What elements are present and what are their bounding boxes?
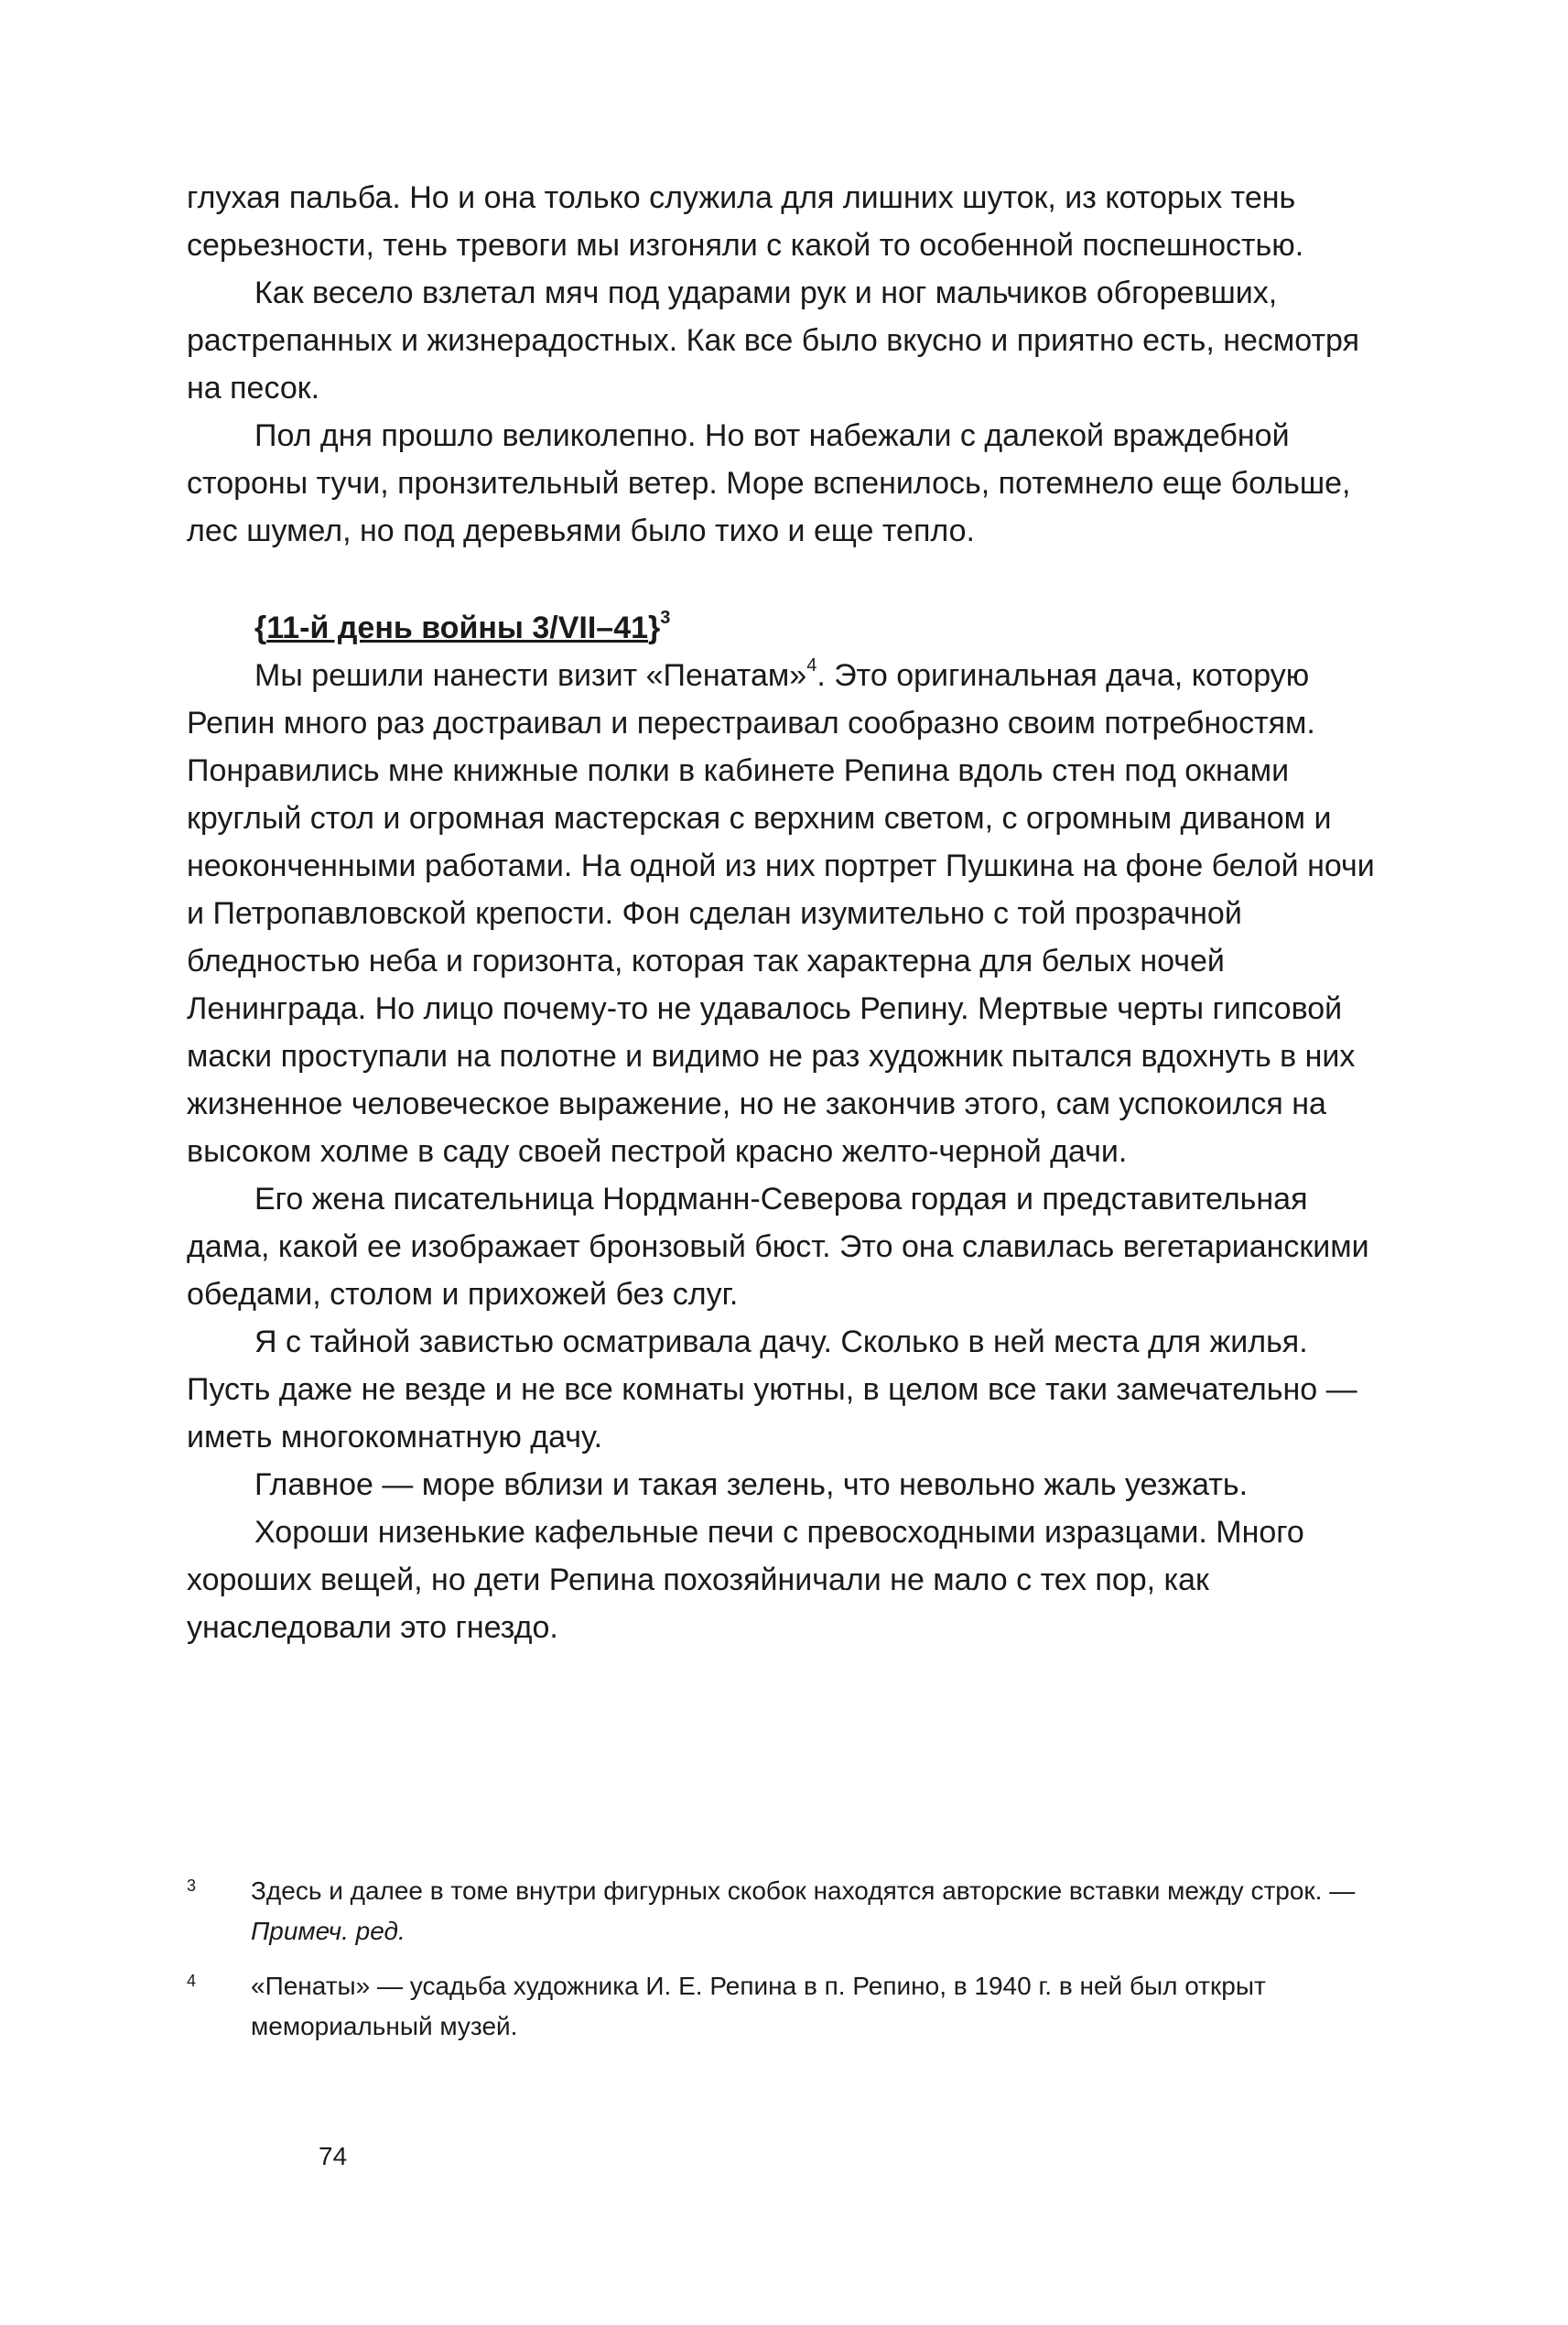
footnote-3 (187, 1871, 1377, 1952)
paragraph: Как весело взлетал мяч под ударами рук и ног мальчиков обгоревших, растрепанных и жизнерадостных. Как все было вкусно и приятно есть, несмотря на песок. (187, 276, 1359, 406)
footnote-body: Здесь и далее в томе внутри фигурных скобок находятся авторские вставки между строк. — (251, 1876, 1356, 1905)
paragraph: Главное — море вблизи и такая зелень, что невольно жаль уезжать. (254, 1467, 1249, 1502)
paragraph-penaty-rest: . Это оригинальная дача, которую Репин много раз достраивал и перестраивал сообразно своим потребностям. Понравились мне книжные полки в кабинете Репина вдоль стен под окнами круглый стол и огромная мастерская с верхним светом, с огромным диваном и неоконченными работами. На одной из них портрет Пушкина на фоне белой ночи и Петропавловской крепости. Фон сделан изумительно с той прозрачной бледностью неба и горизонта, которая так характерна для белых ночей Ленинграда. Но лицо почему-то не удавалось Репину. Мертвые черты гипсовой маски проступали на полотне и видимо не раз художник пытался вдохнуть в них жизненное человеческое выражение, но не закончив этого, сам успокоился на высоком холме в саду своей пестрой красно желто-черной дачи. (187, 658, 1375, 1169)
diary-entry-heading (187, 604, 1377, 652)
paragraph: Я с тайной завистью осматривала дачу. Сколько в ней места для жилья. Пусть даже не везде и не все комнаты уютны, в целом все таки замечательно — иметь многокомнатную дачу. (187, 1325, 1357, 1454)
footnote-editor-note: Примеч. ред. (251, 1917, 406, 1945)
footnote-number: 3 (187, 1876, 197, 1895)
paragraph-penaty (187, 652, 1377, 1175)
footnote-text (251, 1972, 1266, 2040)
heading-date: 11-й день войны 3/VII–41 (266, 611, 649, 645)
footnote-4 (187, 1966, 1377, 2047)
footnote-number: 4 (187, 1972, 197, 1990)
paragraph: Пол дня прошло великолепно. Но вот набежали с далекой враждебной стороны тучи, пронзительный ветер. Море вспенилось, потемнело еще больше, лес шумел, но под деревьями было тихо и еще тепло. (187, 418, 1351, 548)
footnote-ref-4: 4 (806, 654, 817, 676)
main-text (187, 174, 1377, 1651)
page-number: 74 (319, 2142, 348, 2170)
heading-open-brace: { (254, 611, 267, 645)
paragraph: Хороши низенькие кафельные печи с превосходными изразцами. Много хороших вещей, но дети Репина похозяйничали не мало с тех пор, как унаследовали это гнездо. (187, 1515, 1304, 1645)
footnote-ref-3: 3 (660, 607, 671, 628)
heading-close-brace: } (648, 611, 661, 645)
footnote-text (251, 1876, 1355, 1945)
paragraph-penaty-start: Мы решили нанести визит «Пенатам» (254, 658, 807, 693)
paragraph-continuation: глухая пальба. Но и она только служила для лишних шуток, из которых тень серьезности, тень тревоги мы изгоняли с какой то особенной поспешностью. (187, 180, 1304, 263)
footnotes (187, 1871, 1377, 2061)
footnote-body: «Пенаты» — усадьба художника И. Е. Репина в п. Репино, в 1940 г. в ней был открыт мемориальный музей. (251, 1972, 1266, 2040)
paragraph: Его жена писательница Нордманн-Северова гордая и представительная дама, какой ее изображает бронзовый бюст. Это она славилась вегетарианскими обедами, столом и прихожей без слуг. (187, 1182, 1369, 1312)
